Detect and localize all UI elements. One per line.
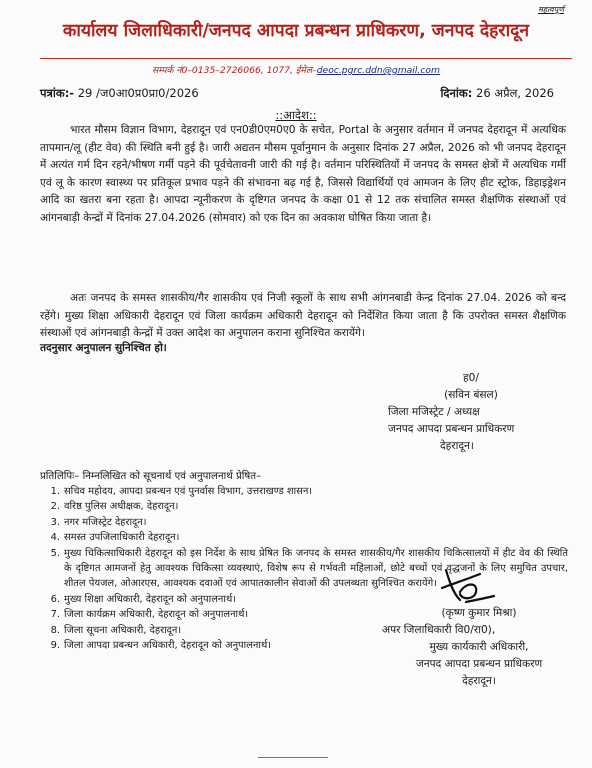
distribution-number: 7.	[50, 609, 60, 621]
distribution-number: 6.	[50, 593, 60, 605]
order-heading: ::आदेश::	[275, 108, 317, 122]
distribution-number: 5.	[50, 547, 60, 559]
urgent-mark: महत्वपूर्ण	[538, 5, 564, 14]
signatory-2-place: देहरादून।	[462, 675, 496, 687]
distribution-text: जिला सूचना अधिकारी, देहरादून।	[64, 624, 182, 636]
distribution-item	[40, 515, 568, 530]
distribution-item	[40, 530, 568, 545]
page-bottom-mark	[258, 757, 328, 758]
signatory-1-block	[396, 370, 546, 404]
signatory-2-name: (कृष्ण कुमार मिश्रा)	[441, 607, 517, 619]
distribution-text: जिला आपदा प्रबन्धन अधिकारी, देहरादून को अनुपालनार्थ।	[64, 640, 272, 652]
distribution-number: 4.	[50, 532, 60, 544]
signatory-2-block	[382, 605, 554, 690]
signed-mark: ह0/	[463, 372, 479, 384]
distribution-text: सचिव महोदय, आपदा प्रबन्धन एवं पुनर्वास विभाग, उत्तराखण्ड शासन।	[64, 486, 313, 497]
signatory-1-place: देहरादून।	[440, 440, 474, 452]
contact-prefix: सम्पर्क नं0–0135–2726066, 1077, ईमेल–	[152, 65, 317, 76]
signatory-2-designation: अपर जिलाधिकारी वि0/रा0),	[382, 624, 496, 636]
distribution-number: 2.	[50, 501, 60, 513]
distribution-text: नगर मजिस्ट्रेट देहरादून।	[64, 516, 147, 528]
distribution-text: समस्त उपजिलाधिकारी देहरादून।	[64, 532, 180, 544]
order-paragraph-2: अतः जनपद के समस्त शासकीय/गैर शासकीय एवं निजी स्कूलों के साथ सभी आंगनबाडी केन्द्र दिनांक 27.04. 2026 को बन्द रहेंगे। मुख्य शिक्षा अधिकारी देहरादून एवं जिला कार्यक्रम अधिकारी देहरादून को निर्देशित किया जाता है कि उपरोक्त समस्त शैक्षणिक संस्थाओं एवं आंगनबाड़ी केन्द्रों में उक्त आदेश का अनुपालन कराना सुनिश्चित करायेंगे।	[40, 292, 566, 340]
distribution-number: 1.	[50, 486, 60, 497]
contact-email-link[interactable]: deoc.pgrc.ddn@gmail.com	[316, 65, 440, 76]
compliance-line: तदनुसार अनुपालन सुनिश्चित हो।	[40, 342, 167, 354]
signatory-2-office: जनपद आपदा प्रबन्धन प्राधिकरण	[415, 658, 543, 670]
distribution-text: मुख्य चिकित्साधिकारी देहरादून को इस निर्देश के साथ प्रेषित कि जनपद के समस्त शासकीय/गैर शासकीय चिकित्सालयों में हीट वेव की स्थिति के दृष्टिगत आमजनों हेतु आवश्यक चिकित्सा व्यवस्थाएं, विशेष रूप से गर्भवती महिलाओं, छोटे बच्चों एवं वृद्धजनों के लिए समुचित उपचार, शीतल पेयजल, ओआरएस, आवश्यक दवाओं एवं आपातकालीन सेवाओं की उपलब्धता सुनिश्चित करायेंगे।	[64, 547, 568, 590]
signatory-1-designation: जिला मजिस्ट्रेट / अध्यक्ष	[388, 406, 480, 418]
date-label: दिनांक:	[440, 86, 473, 100]
header-divider	[40, 58, 572, 59]
handwritten-signature	[436, 562, 498, 608]
copy-to-heading: प्रतिलिपिः– निम्नलिखित को सूचनार्थ एवं अनुपालनार्थ प्रेषित–	[40, 471, 262, 482]
signatory-1-name: (सविन बंसल)	[444, 389, 498, 401]
distribution-item	[40, 484, 568, 499]
office-title: कार्यालय जिलाधिकारी/जनपद आपदा प्रबन्धन प्राधिकरण, जनपद देहरादून	[62, 21, 530, 41]
distribution-number: 8.	[50, 624, 60, 636]
order-paragraph-1: भारत मौसम विज्ञान विभाग, देहरादून एवं एन0डी0एम0ए0 के सचेत, Portal के अनुसार वर्तमान में जनपद देहरादून में अत्यधिक तापमान/लू (हीट वेव) की स्थिति बनी हुई है। जारी अद्यतन मौसम पूर्वानुमान के अनुसार दिनांक 27 अप्रैल, 2026 को भी जनपद देहरादून में अत्यंत गर्म दिन रहने/भीषण गर्मी पड़ने की पूर्वचेतावनी जारी की गई है। वर्तमान परिस्थितियों में जनपद के समस्त क्षेत्रों में अत्यधिक गर्मी एवं लू के कारण स्वास्थ्य पर प्रतिकूल प्रभाव पड़ने की संभावना बढ़ गई है, जिससे विद्यार्थियों एवं आमजन के लिए हीट स्ट्रोक, डिहाइड्रेशन आदि का खतरा बना रहता है। आपदा न्यूनीकरण के दृष्टिगत जनपद के कक्षा 01 से 12 तक संचालित समस्त शैक्षणिक संस्थाओं एवं आंगनबाड़ी केन्द्रों में दिनांक 27.04.2026 (सोमवार) को एक दिन का अवकाश घोषित किया जाता है।	[40, 124, 566, 224]
distribution-number: 3.	[50, 516, 60, 528]
distribution-text: मुख्य शिक्षा अधिकारी, देहरादून को अनुपालनार्थ।	[64, 593, 236, 605]
contact-line	[0, 63, 592, 76]
date-value: 26 अप्रैल, 2026	[476, 86, 554, 100]
distribution-text: जिला कार्यक्रम अधिकारी, देहरादून को अनुपालनार्थ।	[64, 609, 249, 621]
distribution-text: वरिष्ठ पुलिस अधीक्षक, देहरादून।	[64, 501, 179, 513]
signatory-2-designation-2: मुख्य कार्यकारी अधिकारी,	[429, 641, 529, 653]
reference-number	[40, 86, 199, 101]
signatory-1-details	[388, 404, 514, 455]
ref-label: पत्रांक:-	[40, 86, 75, 100]
distribution-number: 9.	[50, 640, 60, 652]
ref-value: 29 /ज0आ0प्र0प्रा0/2026	[77, 86, 199, 100]
order-date	[440, 86, 554, 101]
distribution-item	[40, 499, 568, 514]
signatory-1-office: जनपद आपदा प्रबन्धन प्राधिकरण	[388, 423, 515, 435]
